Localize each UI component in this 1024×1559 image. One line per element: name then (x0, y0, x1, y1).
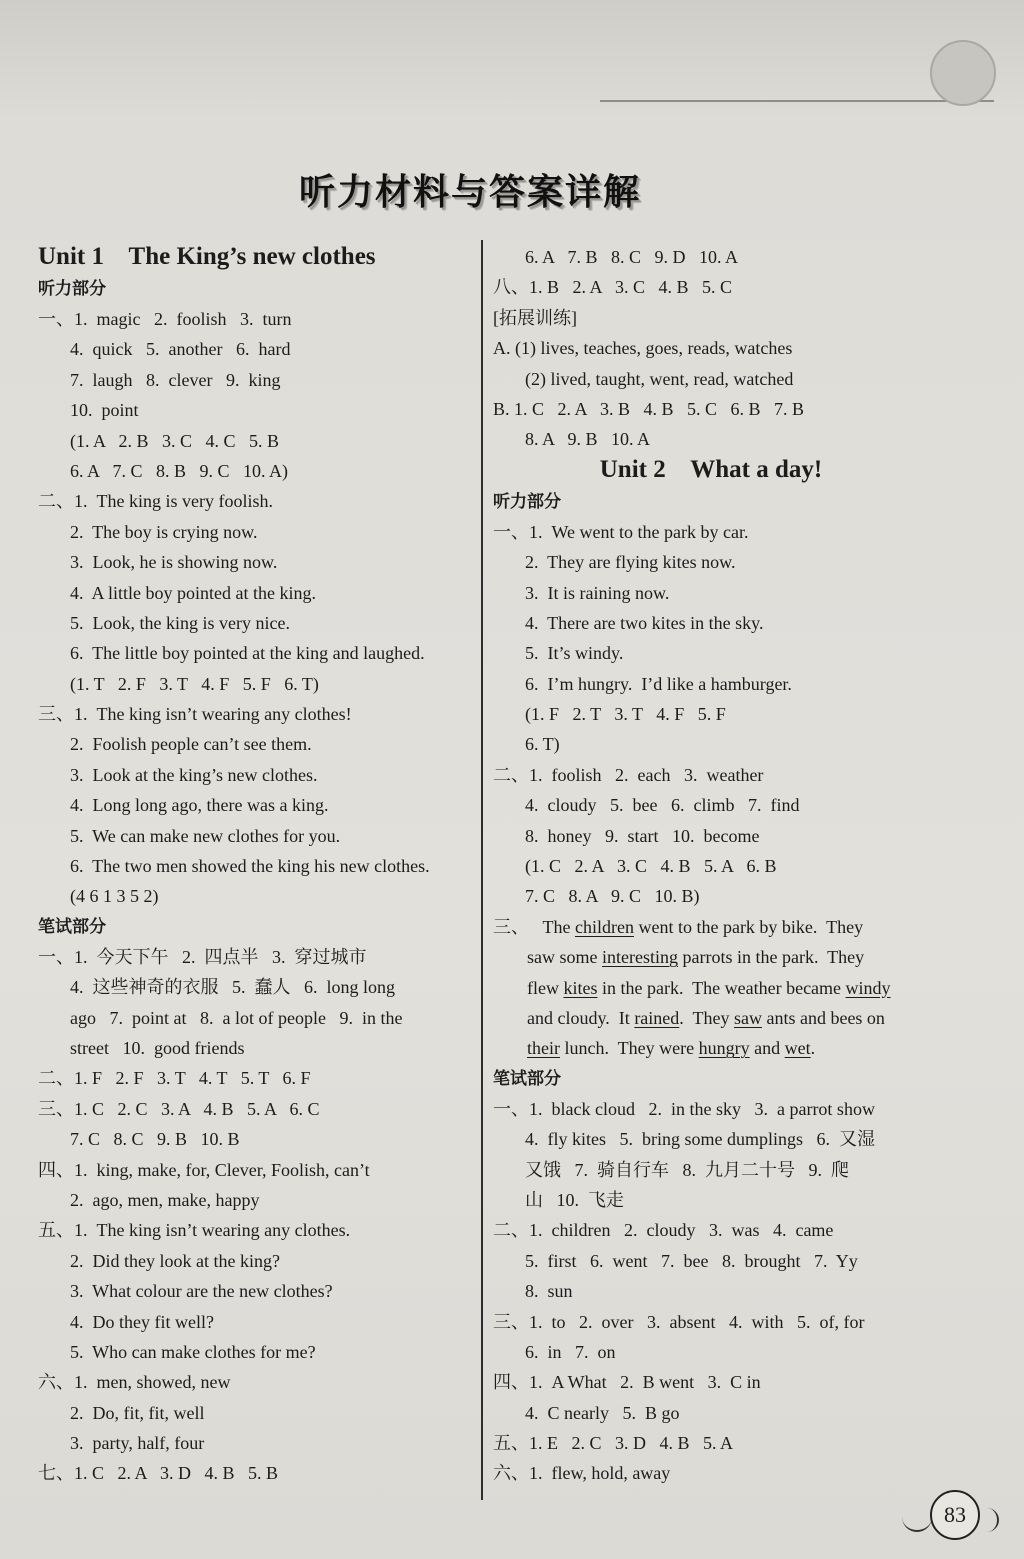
answer-line: 3. Look, he is showing now. (70, 552, 278, 573)
answer-line: 3. It is raining now. (525, 582, 670, 603)
passage-line (493, 1003, 929, 1033)
left-column (38, 242, 470, 1489)
answer-line: 5. Who can make clothes for me? (70, 1341, 316, 1362)
answer-line: 2. The boy is crying now. (70, 521, 258, 542)
answer-line: 三、1. C 2. C 3. A 4. B 5. A 6. C (38, 1098, 320, 1119)
answer-line: 四、1. king, make, for, Clever, Foolish, can’t (38, 1159, 370, 1180)
answer-line: 又饿 7. 骑自行车 8. 九月二十号 9. 爬 (525, 1159, 849, 1180)
answer-line: 4. quick 5. another 6. hard (70, 339, 291, 360)
answer-line: (1. T 2. F 3. T 4. F 5. F 6. T) (70, 673, 319, 694)
passage-text: in the park. The weather became (597, 977, 846, 998)
answer-line: 7. C 8. A 9. C 10. B) (525, 886, 700, 907)
answer-line: 三、1. The king isn’t wearing any clothes! (38, 704, 352, 725)
answer-line: 一、1. 今天下午 2. 四点半 3. 穿过城市 (38, 946, 367, 967)
answer-line: 七、1. C 2. A 3. D 4. B 5. B (38, 1463, 279, 1484)
answer-line: 4. C nearly 5. B go (525, 1402, 680, 1423)
underlined-answer: windy (845, 977, 891, 998)
unit1-listening-heading: 听力部分 (38, 279, 106, 299)
answer-line: 五、1. E 2. C 3. D 4. B 5. A (493, 1433, 734, 1454)
passage-text: The (542, 916, 575, 937)
passage-text: went to the park by bike. They (633, 916, 864, 937)
answer-line: 6. in 7. on (525, 1341, 616, 1362)
passage-text: flew (527, 977, 564, 998)
underlined-answer: interesting (602, 947, 678, 968)
unit1-written-heading: 笔试部分 (38, 916, 106, 937)
passage-text: lunch. They were (560, 1038, 699, 1059)
passage-line (493, 1033, 929, 1063)
answer-line: 一、1. magic 2. foolish 3. turn (38, 309, 292, 329)
answer-line: 2. Foolish people can’t see them. (70, 734, 312, 755)
passage-line (493, 973, 929, 1003)
answer-line: (2) lived, taught, went, read, watched (525, 368, 794, 389)
unit2-listening-answers (493, 517, 929, 912)
answer-line: 4. Do they fit well? (70, 1311, 214, 1332)
answer-line: 三、1. to 2. over 3. absent 4. with 5. of, for (493, 1311, 865, 1332)
answer-line: (1. C 2. A 3. C 4. B 5. A 6. B (525, 856, 777, 877)
answer-line: 6. A 7. C 8. B 9. C 10. A) (70, 460, 289, 481)
answer-line: 10. point (70, 400, 139, 421)
answer-line: 五、1. The king isn’t wearing any clothes. (38, 1220, 351, 1241)
passage-line (493, 912, 929, 942)
header-rule (600, 100, 994, 102)
underlined-answer: hungry (698, 1038, 750, 1059)
answer-line: 2. Do, fit, fit, well (70, 1402, 205, 1423)
mascot-icon (930, 40, 996, 106)
answer-line: 山 10. 飞走 (525, 1189, 624, 1210)
underlined-answer: their (527, 1038, 560, 1059)
answer-line: 5. first 6. went 7. bee 8. brought 7. Yy (525, 1250, 858, 1271)
answer-line: 4. fly kites 5. bring some dumplings 6. 又湿 (525, 1129, 875, 1150)
answer-line: 二、1. The king is very foolish. (38, 491, 273, 512)
answer-line: 六、1. flew, hold, away (493, 1463, 671, 1484)
answer-line: 8. sun (525, 1281, 573, 1302)
passage-text: saw some (527, 947, 602, 968)
underlined-answer: wet (784, 1038, 811, 1059)
unit1-written-answers (38, 942, 470, 1489)
answer-line: 6. I’m hungry. I’d like a hamburger. (525, 673, 792, 694)
unit2-heading: Unit 2 What a day! (599, 455, 823, 483)
answer-line: 2. ago, men, make, happy (70, 1189, 260, 1210)
underlined-answer: saw (733, 1007, 762, 1028)
answer-line: [拓展训练] (493, 307, 577, 328)
answer-line: 2. Did they look at the king? (70, 1250, 280, 1271)
answer-line: 7. laugh 8. clever 9. king (70, 369, 281, 390)
passage-text: ants and bees on (761, 1007, 885, 1028)
answer-line: (1. F 2. T 3. T 4. F 5. F (525, 704, 726, 725)
answer-line: (4 6 1 3 5 2) (70, 886, 159, 907)
passage-text: . They (679, 1007, 734, 1028)
underlined-answer: children (574, 916, 634, 937)
answer-line: 4. 这些神奇的衣服 5. 蠢人 6. long long (70, 977, 396, 998)
passage-text: . (810, 1038, 816, 1059)
passage-line (493, 942, 929, 972)
right-column (493, 242, 929, 1489)
answer-line: A. (1) lives, teaches, goes, reads, watches (493, 338, 793, 359)
answer-line: 一、1. We went to the park by car. (493, 521, 749, 542)
unit1-listening-answers (38, 304, 470, 912)
answer-line: 3. What colour are the new clothes? (70, 1281, 333, 1302)
answer-line: (1. A 2. B 3. C 4. C 5. B (70, 430, 280, 451)
answer-line: 7. C 8. C 9. B 10. B (70, 1129, 240, 1150)
answer-line: 4. There are two kites in the sky. (525, 612, 764, 633)
answer-line: 6. The little boy pointed at the king and laughed. (70, 643, 425, 664)
unit2-written-heading: 笔试部分 (493, 1068, 561, 1089)
answer-line: 6. The two men showed the king his new clothes. (70, 856, 430, 877)
unit2-written-answers (493, 1094, 929, 1489)
answer-line: 一、1. black cloud 2. in the sky 3. a parrot show (493, 1098, 875, 1119)
answer-line: 5. We can make new clothes for you. (70, 825, 341, 846)
underlined-answer: kites (563, 977, 598, 998)
answer-line: 6. A 7. B 8. C 9. D 10. A (525, 247, 739, 267)
answer-line: 八、1. B 2. A 3. C 4. B 5. C (493, 277, 733, 298)
answer-line: 3. Look at the king’s new clothes. (70, 764, 318, 785)
answer-line: 2. They are flying kites now. (525, 552, 736, 573)
answer-line: 8. honey 9. start 10. become (525, 825, 760, 846)
answer-line: 5. Look, the king is very nice. (70, 612, 290, 633)
answer-line: B. 1. C 2. A 3. B 4. B 5. C 6. B 7. B (493, 398, 805, 419)
passage-text: and (749, 1038, 785, 1059)
unit1-continued-answers (493, 242, 929, 455)
passage-text: parrots in the park. They (677, 947, 865, 968)
answer-line: 3. party, half, four (70, 1433, 205, 1454)
page-title: 听力材料与答案详解 (298, 172, 641, 213)
cloze-passage (493, 912, 929, 1064)
answer-line: 4. A little boy pointed at the king. (70, 582, 316, 603)
answer-line: street 10. good friends (70, 1037, 245, 1058)
answer-line: 5. It’s windy. (525, 643, 624, 664)
answer-line: 二、1. foolish 2. each 3. weather (493, 764, 764, 785)
answer-line: 六、1. men, showed, new (38, 1372, 231, 1393)
page-number: 83 (930, 1490, 980, 1540)
passage-text: and cloudy. It (527, 1007, 635, 1028)
underlined-answer: rained (634, 1007, 680, 1028)
answer-line: 8. A 9. B 10. A (525, 429, 651, 450)
answer-line: 6. T) (525, 734, 560, 755)
unit2-listening-heading: 听力部分 (493, 491, 561, 512)
passage-lead: 三、 (493, 916, 529, 937)
answer-line: ago 7. point at 8. a lot of people 9. in the (70, 1007, 403, 1028)
answer-line: 二、1. children 2. cloudy 3. was 4. came (493, 1220, 834, 1241)
unit1-heading: Unit 1 The King’s new clothes (38, 243, 376, 270)
column-divider (481, 240, 483, 1500)
answer-line: 4. cloudy 5. bee 6. climb 7. find (525, 795, 800, 816)
answer-line: 四、1. A What 2. B went 3. C in (493, 1372, 761, 1393)
answer-line: 4. Long long ago, there was a king. (70, 795, 329, 816)
answer-line: 二、1. F 2. F 3. T 4. T 5. T 6. F (38, 1068, 311, 1089)
